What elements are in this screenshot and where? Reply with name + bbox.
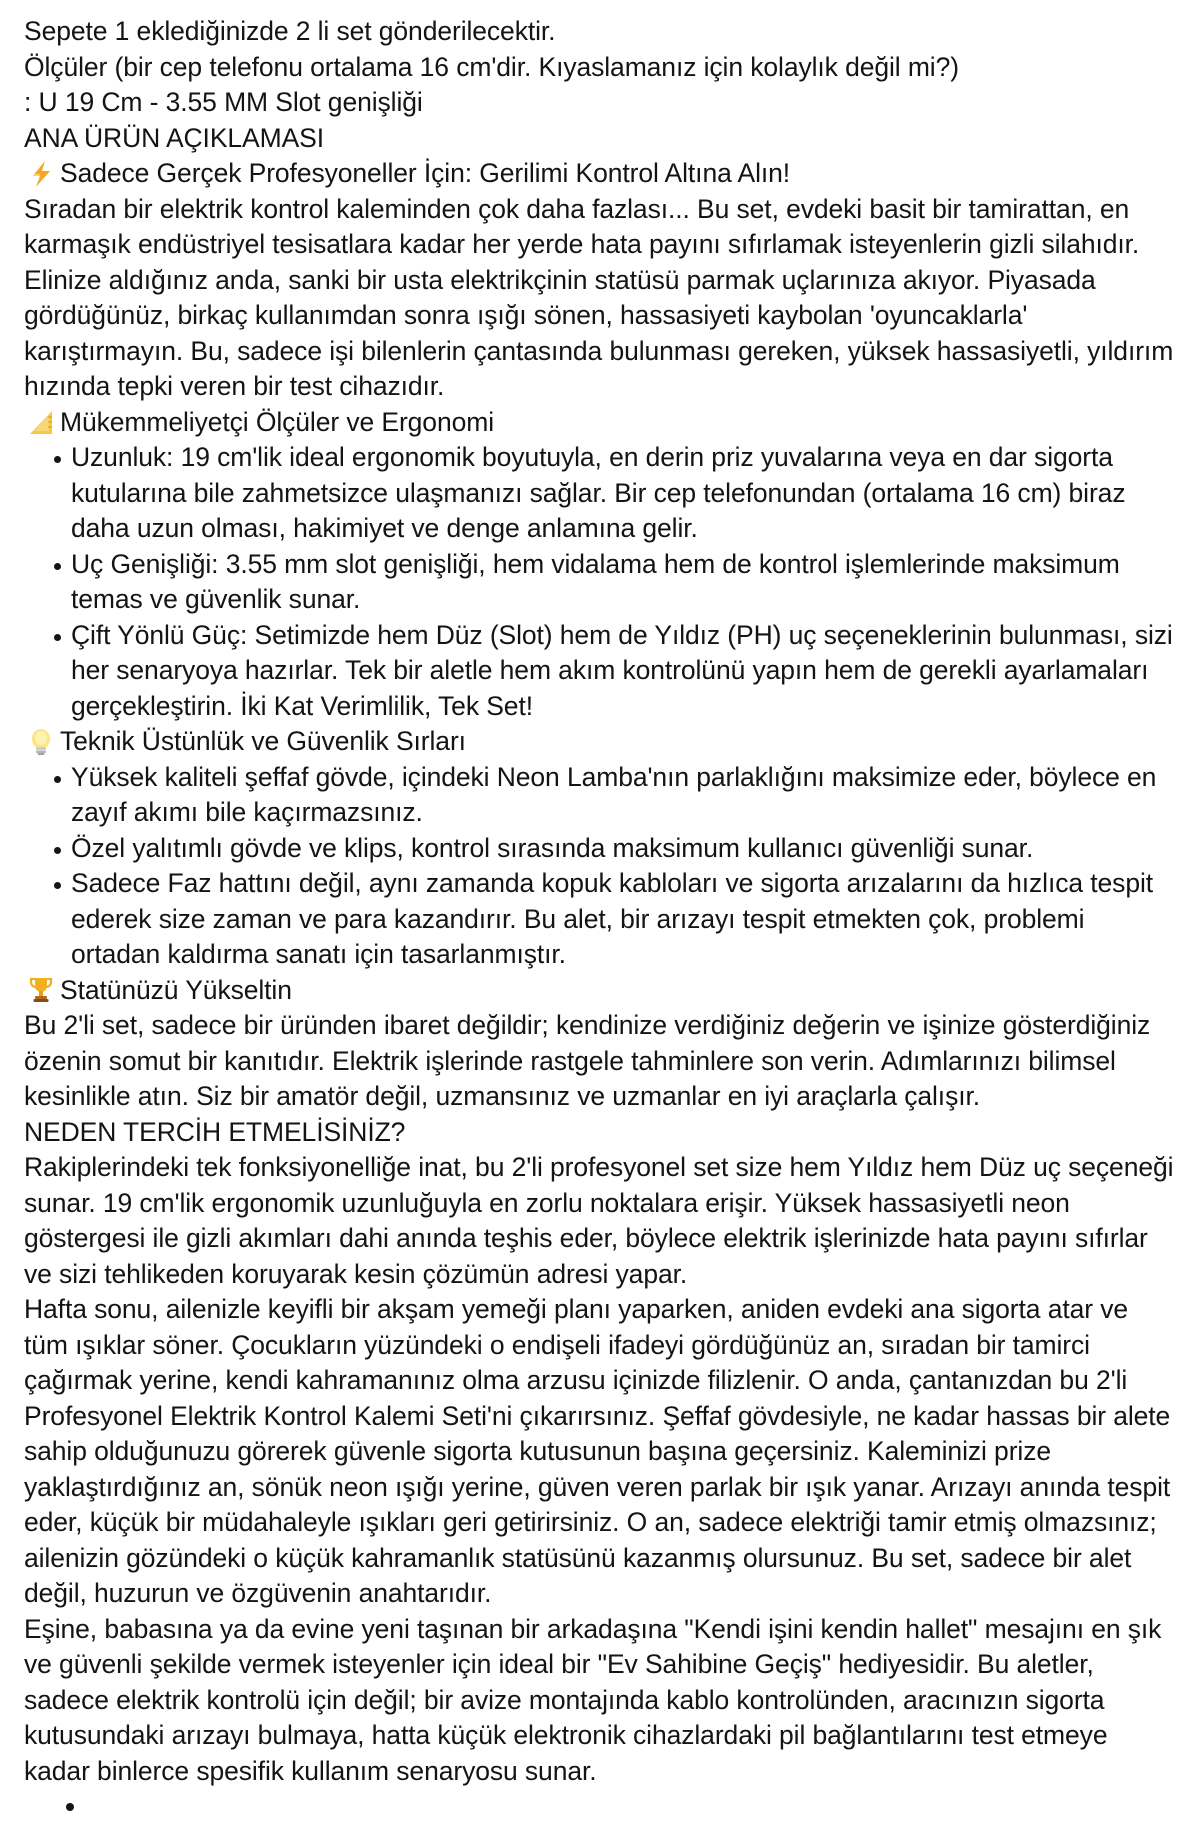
trophy-icon (24, 973, 58, 1009)
section-title-status: Statünüzü Yükseltin (60, 974, 292, 1005)
bullet-list-technical (24, 760, 1176, 973)
main-description-heading: ANA ÜRÜN AÇIKLAMASI (24, 122, 324, 153)
list-item: Özel yalıtımlı gövde ve klips, kontrol sırasında maksimum kullanıcı güvenliği sunar. (24, 831, 1176, 867)
list-item: Çift Yönlü Güç: Setimizde hem Düz (Slot) hem de Yıldız (PH) uç seçeneklerinin bulunması, sizi her senaryoya hazırlar. Tek bir aletle hem akım kontrolünü yapın hem de gerekli ayarlamaları gerçekleştirin. İki Kat Verimlilik, Tek Set! (24, 618, 1176, 725)
intro-paragraph: Sıradan bir elektrik kontrol kaleminden çok daha fazlası... Bu set, evdeki basit bir tamirattan, en karmaşık endüstriyel tesisatlara kadar her yerde hata payını sıfırlamak isteyenlerin gizli silahıdır. Elinize aldığınız anda, sanki bir usta elektrikçinin statüsü parmak uçlarınıza akıyor. Piyasada gördüğünüz, birkaç kullanımdan sonra ışığı sönen, hassasiyeti kaybolan 'oyuncaklarla' karıştırmayın. Bu, sadece işi bilenlerin çantasında bulunması gereken, yüksek hassasiyetli, yıldırım hızında tepki veren bir test cihazıdır. (24, 193, 1174, 401)
bullet-list-ergonomics (24, 440, 1176, 724)
section-heading-status (24, 973, 1176, 1009)
list-item: Uç Genişliği: 3.55 mm slot genişliği, hem vidalama hem de kontrol işlemlerinde maksimum temas ve güvenlik sunar. (24, 547, 1176, 618)
section-heading-technical (24, 724, 1176, 760)
trailing-empty-bullet (24, 1789, 1176, 1825)
triangular-ruler-icon (24, 405, 58, 441)
headline-row (24, 156, 1176, 192)
status-paragraph: Bu 2'li set, sadece bir üründen ibaret değildir; kendinize verdiğiniz değerin ve işinize gösterdiğiniz özenin somut bir kanıtıdır. Elektrik işlerinde rastgele tahminlere son verin. Adımlarınızı bilimsel kesinlikle atın. Siz bir amatör değil, uzmansınız ve uzmanlar en iyi araçlarla çalışır. (24, 1010, 1151, 1111)
section-title-ergonomics: Mükemmeliyetçi Ölçüler ve Ergonomi (60, 406, 494, 437)
list-item: Sadece Faz hattını değil, aynı zamanda kopuk kabloları ve sigorta arızalarını da hızlıca tespit ederek size zaman ve para kazandırır. Bu alet, bir arızayı tespit etmekten çok, problemi ortadan kaldırma sanatı için tasarlanmıştır. (24, 866, 1176, 973)
story-paragraph: Hafta sonu, ailenizle keyifli bir akşam yemeği planı yaparken, aniden evdeki ana sigorta atar ve tüm ışıklar söner. Çocukların yüzündeki o endişeli ifadeyi gördüğünüz an, sıradan bir tamirci çağırmak yerine, kendi kahramanınız olma arzusu içinizde filizlenir. O anda, çantanızdan bu 2'li Profesyonel Elektrik Kontrol Kalemi Seti'ni çıkarırsınız. Şeffaf gövdesiyle, ne kadar hassas bir alete sahip olduğunuzu görerek güvenle sigorta kutusunun başına geçersiniz. Kaleminizi prize yaklaştırdığınız an, sönük neon ışığı yerine, güven veren parlak bir ışık yanar. Arızayı anında tespit eder, küçük bir müdahaleyle ışıkları geri getirirsiniz. O an, sadece elektriği tamir etmiş olmazsınız; ailenizin gözündeki o küçük kahramanlık statüsünü kazanmış olursunuz. Bu set, sadece bir alet değil, huzurun ve özgüvenin anahtarıdır. (24, 1294, 1171, 1608)
intro-line-1: Sepete 1 eklediğinizde 2 li set gönderilecektir. (24, 16, 556, 46)
why-choose-heading: NEDEN TERCİH ETMELİSİNİZ? (24, 1116, 406, 1147)
why-choose-paragraph: Rakiplerindeki tek fonksiyonelliğe inat, bu 2'li profesyonel set size hem Yıldız hem Düz uç seçeneği sunar. 19 cm'lik ergonomik uzunluğuyla en zorlu noktalara erişir. Yüksek hassasiyetli neon göstergesi ile gizli akımları dahi anında teşhis eder, böylece elektrik işlerinizde hata payını sıfırlar ve sizi tehlikeden koruyarak kesin çözümün adresi yapar. (24, 1152, 1174, 1289)
section-title-technical: Teknik Üstünlük ve Güvenlik Sırları (60, 726, 466, 756)
light-bulb-icon (24, 724, 58, 760)
section-heading-ergonomics (24, 405, 1176, 441)
list-item: Uzunluk: 19 cm'lik ideal ergonomik boyutuyla, en derin priz yuvalarına veya en dar sigorta kutularına bile zahmetsizce ulaşmanızı sağlar. Bir cep telefonundan (ortalama 16 cm) biraz daha uzun olması, hakimiyet ve denge anlamına gelir. (24, 440, 1176, 547)
gift-paragraph: Eşine, babasına ya da evine yeni taşınan bir arkadaşına "Kendi işini kendin hallet" mesajını en şık ve güvenli şekilde vermek isteyenler için ideal bir "Ev Sahibine Geçiş" hediyesidir. Bu aletler, sadece elektrik kontrolü için değil; bir avize montajında kablo kontrolünden, aracınızın sigorta kutusundaki arızayı bulmaya, hatta küçük elektronik cihazlardaki pil bağlantılarını test etmeye kadar binlerce spesifik kullanım senaryosu sunar. (24, 1613, 1162, 1786)
intro-line-2: Ölçüler (bir cep telefonu ortalama 16 cm'dir. Kıyaslamanız için kolaylık değil mi?) (24, 51, 959, 82)
list-item: Yüksek kaliteli şeffaf gövde, içindeki Neon Lamba'nın parlaklığını maksimize eder, böylece en zayıf akımı bile kaçırmazsınız. (24, 760, 1176, 831)
headline-text: Sadece Gerçek Profesyoneller İçin: Gerilimi Kontrol Altına Alın! (60, 158, 791, 188)
high-voltage-icon (24, 156, 58, 192)
intro-line-3: : U 19 Cm - 3.55 MM Slot genişliği (24, 87, 423, 117)
